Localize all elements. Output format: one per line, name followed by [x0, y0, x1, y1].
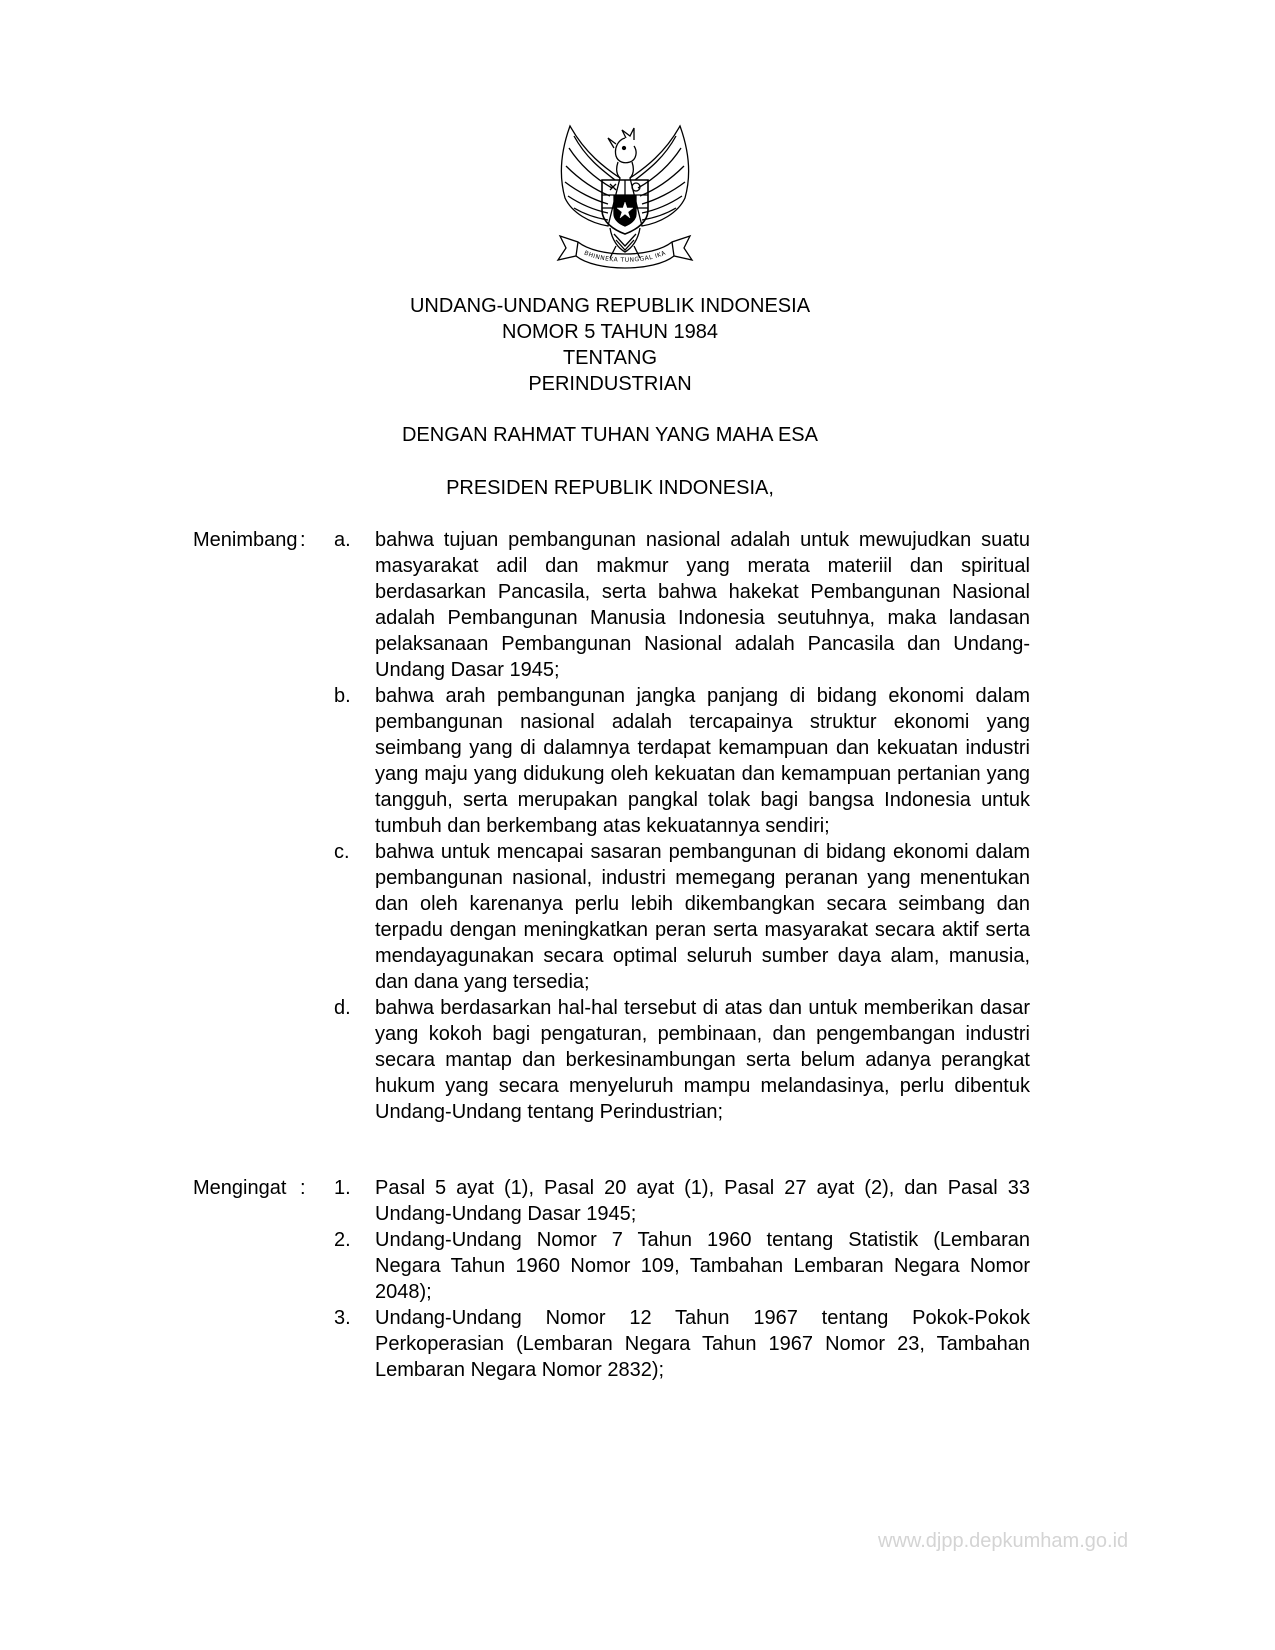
title-line-2: NOMOR 5 TAHUN 1984: [502, 321, 718, 343]
item-text: bahwa untuk mencapai sasaran pembangunan di bidang ekonomi dalam pembangunan nasional, industri memegang peranan yang menentukan dan oleh karenanya perlu lebih dikembangkan secara seimbang dan terpadu dengan meningkatkan peran serta masyarakat secara aktif serta mendayagunakan secara optimal seluruh sumber daya alam, manusia, dan dana yang tersedia;: [375, 841, 1030, 993]
item-marker: a.: [334, 529, 351, 551]
item-marker: 1.: [334, 1177, 351, 1199]
mengingat-label: Mengingat: [193, 1177, 287, 1199]
list-item: [0, 527, 1275, 683]
list-item: [0, 995, 1275, 1125]
title-line-3: TENTANG: [562, 347, 658, 369]
item-text: Pasal 5 ayat (1), Pasal 20 ayat (1), Pasal 27 ayat (2), dan Pasal 33 Undang-Undang Dasar 1945;: [375, 1177, 1030, 1225]
mengingat-list: [0, 1175, 1275, 1383]
list-item: [0, 1175, 1275, 1227]
menimbang-label: Menimbang: [193, 529, 298, 551]
garuda-pancasila-emblem-icon: [550, 118, 700, 276]
list-item: [0, 1305, 1275, 1383]
menimbang-list: [0, 527, 1275, 1125]
item-marker: 2.: [334, 1229, 351, 1251]
item-marker: c.: [334, 841, 350, 863]
item-text: Undang-Undang Nomor 7 Tahun 1960 tentang Statistik (Lembaran Negara Tahun 1960 Nomor 109, Tambahan Lembaran Negara Nomor 2048);: [375, 1229, 1030, 1303]
emblem-motto: BHINNEKA TUNGGAL IKA: [582, 249, 668, 264]
list-item: [0, 839, 1275, 995]
website-watermark: www.djpp.depkumham.go.id: [878, 1530, 1129, 1552]
title-line-1: UNDANG-UNDANG REPUBLIK INDONESIA: [409, 295, 811, 317]
menimbang-colon: :: [300, 529, 306, 551]
issuer-line: PRESIDEN REPUBLIK INDONESIA,: [446, 477, 774, 499]
invocation-line: DENGAN RAHMAT TUHAN YANG MAHA ESA: [401, 424, 818, 446]
mengingat-colon: :: [300, 1177, 306, 1199]
title-line-4: PERINDUSTRIAN: [528, 373, 692, 395]
list-item: [0, 1227, 1275, 1305]
item-text: bahwa arah pembangunan jangka panjang di bidang ekonomi dalam pembangunan nasional adalah tercapainya struktur ekonomi yang seimbang yang di dalamnya terdapat kemampuan dan kekuatan industri yang maju yang didukung oleh kekuatan dan kemampuan pertanian yang tangguh, serta merupakan pangkal tolak bagi bangsa Indonesia untuk tumbuh dan berkembang atas kekuatannya sendiri;: [375, 685, 1030, 837]
item-text: bahwa tujuan pembangunan nasional adalah untuk mewujudkan suatu masyarakat adil dan makmur yang merata materiil dan spiritual berdasarkan Pancasila, serta bahwa hakekat Pembangunan Nasional adalah Pembangunan Manusia Indonesia seutuhnya, maka landasan pelaksanaan Pembangunan Nasional adalah Pancasila dan Undang-Undang Dasar 1945;: [375, 529, 1030, 681]
item-marker: 3.: [334, 1307, 351, 1329]
item-text: Undang-Undang Nomor 12 Tahun 1967 tentang Pokok-Pokok Perkoperasian (Lembaran Negara Tahun 1967 Nomor 23, Tambahan Lembaran Negara Nomor 2832);: [375, 1307, 1030, 1381]
document-title: [300, 293, 920, 397]
item-marker: d.: [334, 997, 351, 1019]
list-item: [0, 683, 1275, 839]
item-marker: b.: [334, 685, 351, 707]
item-text: bahwa berdasarkan hal-hal tersebut di atas dan untuk memberikan dasar yang kokoh bagi pengaturan, pembinaan, dan pengembangan industri secara mantap dan berkesinambungan serta belum adanya perangkat hukum yang secara menyeluruh mampu melandasinya, perlu dibentuk Undang-Undang tentang Perindustrian;: [375, 997, 1030, 1123]
